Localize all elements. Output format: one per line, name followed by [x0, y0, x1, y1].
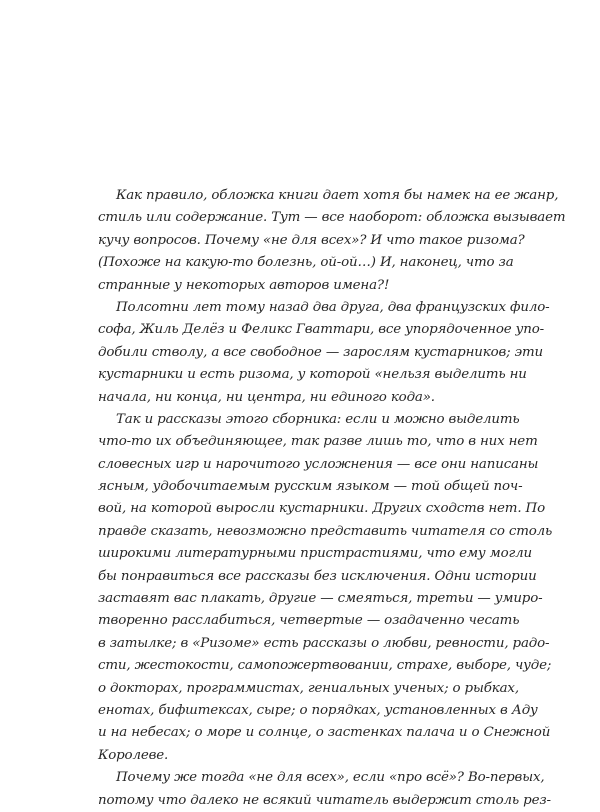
text-line: странные у некоторых авторов имена?!	[98, 277, 390, 293]
text-line: о докторах, программистах, гениальных ученых; о рыбках,	[98, 680, 519, 696]
text-line: софа, Жиль Делёз и Феликс Гваттари, все упорядоченное упо-	[98, 322, 544, 338]
text-line: правде сказать, невозможно представить читателя со столь	[98, 523, 553, 539]
text-line: в затылке; в «Ризоме» есть рассказы о любви, ревности, радо-	[98, 635, 550, 651]
text-line: Полсотни лет тому назад два друга, два французских фило-	[116, 299, 550, 315]
text-line: и на небесах; о море и солнце, о застенках палача и о Снежной	[98, 725, 551, 741]
text-line: заставят вас плакать, другие — смеяться, третьи — умиро-	[98, 591, 543, 607]
text-line: кучу вопросов. Почему «не для всех»? И что такое ризома?	[98, 232, 525, 248]
text-line: что-то их объединяющее, так разве лишь то, что в них нет	[98, 434, 538, 450]
text-line: стиль или содержание. Тут — все наоборот: обложка вызывает	[98, 210, 566, 226]
text-line: Так и рассказы этого сборника: если и можно выделить	[116, 411, 520, 427]
text-line: творенно расслабиться, четвертые — озадаченно чесать	[98, 613, 520, 629]
text-line: (Похоже на какую-то болезнь, ой-ой…) И, наконец, что за	[98, 255, 514, 271]
text-line: вой, на которой выросли кустарники. Других сходств нет. По	[98, 501, 545, 517]
text-line: бы понравиться все рассказы без исключения. Одни истории	[98, 568, 537, 584]
text-line: добили стволу, а все свободное — зарослям кустарников; эти	[98, 344, 543, 360]
body-text	[98, 185, 566, 812]
text-line: потому что далеко не всякий читатель выдержит столь рез-	[98, 792, 551, 808]
text-line: кустарники и есть ризома, у которой «нельзя выделить ни	[98, 367, 527, 383]
text-line: Королеве.	[98, 747, 169, 763]
text-line: начала, ни конца, ни центра, ни единого кода».	[98, 389, 435, 405]
text-line: ясным, удобочитаемым русским языком — той общей поч-	[98, 479, 523, 495]
text-line: широкими литературными пристрастиями, что ему могли	[98, 546, 532, 562]
text-line: Как правило, обложка книги дает хотя бы намек на ее жанр,	[116, 188, 559, 203]
text-line: Почему же тогда «не для всех», если «про всё»? Во-первых,	[116, 770, 545, 786]
text-line: сти, жестокости, самопожертвовании, страхе, выборе, чуде;	[98, 658, 552, 674]
text-line: енотах, бифштексах, сыре; о порядках, установленных в Аду	[98, 702, 538, 718]
text-line: словесных игр и нарочитого усложнения — все они написаны	[98, 456, 539, 472]
